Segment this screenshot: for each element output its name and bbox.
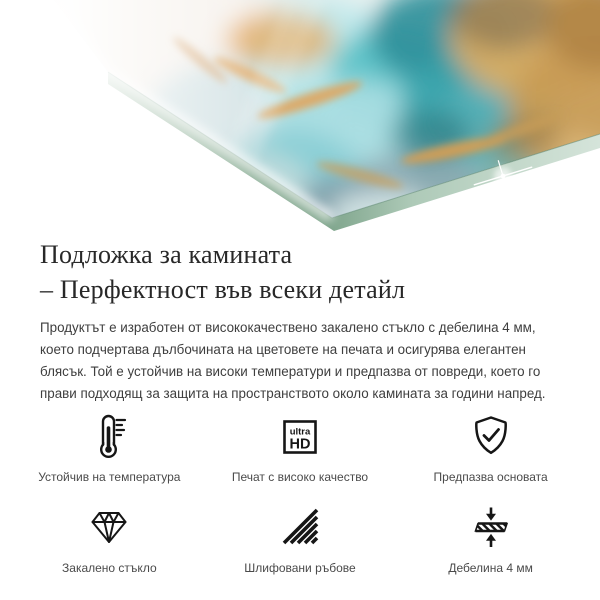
- thermometer-icon: [86, 412, 132, 459]
- glass-panel-photo: [0, 0, 600, 232]
- feature-polished-edges: [205, 503, 396, 575]
- product-description: Продуктът е изработен от висококачествено закалено стъкло с дебелина 4 мм, което подчертава дълбочината на цветовете на печата и осигурява елегантен блясък. Той е устойчив на високи температури и предпазва от повреди, което го прави подходящ за защита на пространството около камината за години напред.: [40, 320, 546, 401]
- feature-label: Закалено стъкло: [62, 561, 157, 575]
- shield-check-icon: [468, 412, 514, 459]
- photo-fade: [0, 0, 600, 232]
- feature-temperature-resistant: [14, 412, 205, 484]
- feature-print-quality: [205, 412, 396, 484]
- feature-label: Дебелина 4 мм: [448, 561, 533, 575]
- thickness-4mm-icon: [468, 503, 514, 550]
- features-row-1: [14, 412, 586, 484]
- feature-tempered-glass: [14, 503, 205, 575]
- ultra-hd-badge-top: ultra: [289, 426, 311, 438]
- product-hero-image: [0, 0, 600, 232]
- diamond-icon: [86, 503, 132, 550]
- feature-label: Печат с високо качество: [231, 470, 369, 484]
- page-title-line2: – Перфектност във всеки детайл: [40, 275, 406, 304]
- feature-protects-base: [395, 412, 586, 484]
- ultra-hd-badge-bottom: HD: [289, 436, 311, 453]
- page-title-line1: Подложка за камината: [40, 240, 293, 269]
- feature-thickness-4mm: [395, 503, 586, 575]
- feature-label: Устойчив на температура: [38, 470, 181, 484]
- polished-edges-icon: [277, 503, 323, 550]
- features-row-2: [14, 503, 586, 575]
- ultra-hd-icon: [278, 412, 322, 459]
- features-grid: [14, 412, 586, 575]
- page-title: [40, 237, 600, 307]
- feature-label: Предпазва основата: [433, 470, 548, 484]
- feature-label: Шлифовани ръбове: [244, 561, 356, 575]
